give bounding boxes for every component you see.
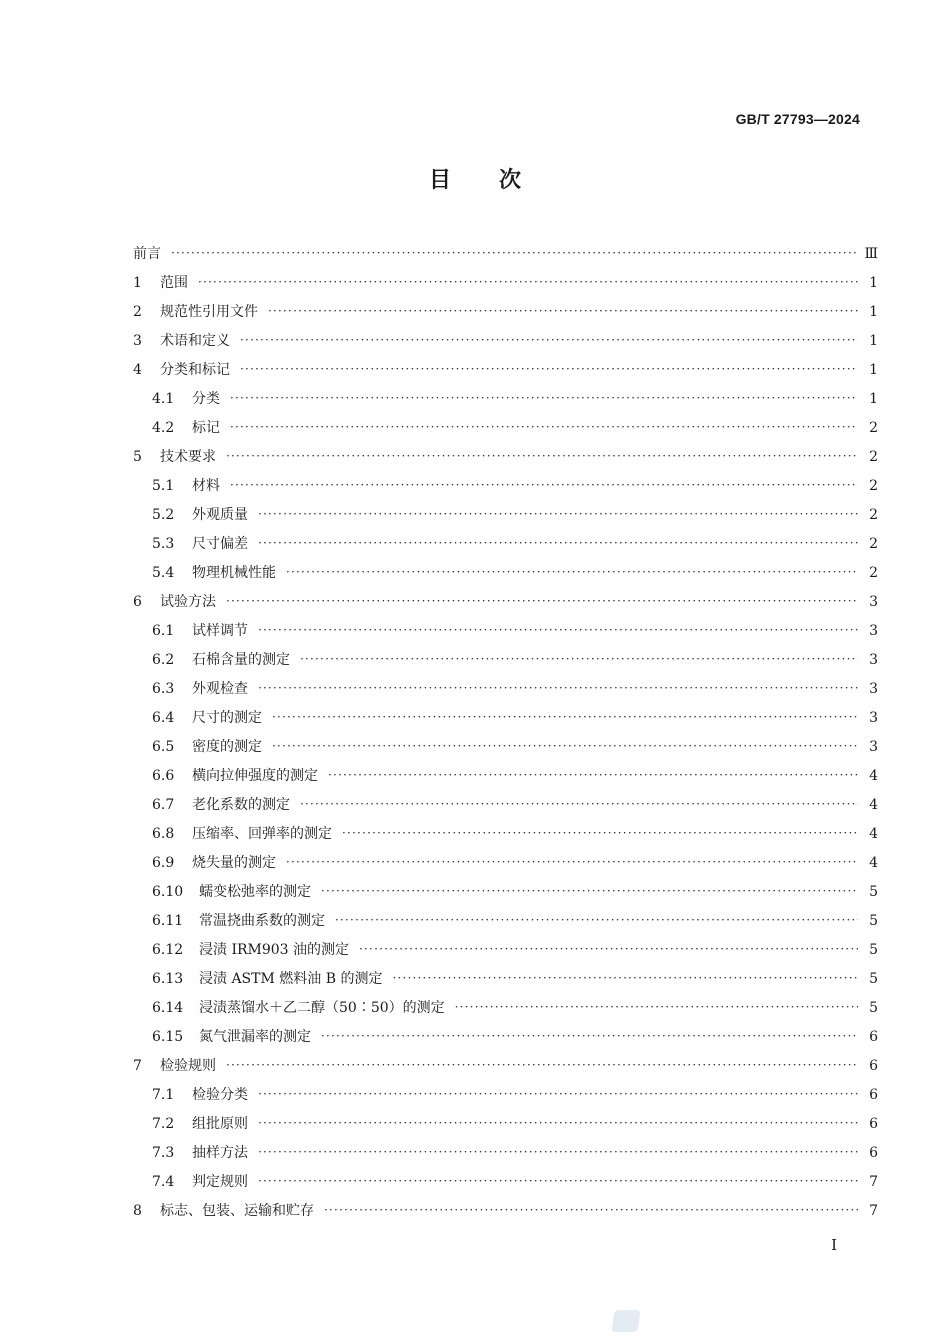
toc-entry-number: 6.3	[152, 681, 175, 697]
publisher-logo	[611, 1310, 640, 1332]
toc-entry-page: 2	[869, 536, 878, 552]
toc-entry[interactable]	[133, 791, 878, 820]
toc-leader-dots	[342, 819, 858, 848]
toc-entry[interactable]	[133, 1197, 878, 1226]
toc-entry-title: 试样调节	[192, 623, 248, 639]
toc-leader-dots	[171, 239, 856, 268]
toc-entry-page: 4	[869, 797, 878, 813]
toc-entry[interactable]	[133, 1139, 878, 1168]
toc-leader-dots	[226, 1051, 858, 1080]
toc-leader-dots	[321, 877, 858, 906]
toc-entry-page: 2	[869, 449, 878, 465]
toc-entry-number: 5.2	[152, 507, 175, 523]
toc-entry-page: 6	[869, 1145, 878, 1161]
toc-entry[interactable]	[133, 298, 878, 327]
toc-entry-title: 浸渍 IRM903 油的测定	[199, 942, 350, 958]
toc-entry-number: 5	[133, 449, 142, 465]
toc-entry-title: 压缩率、回弹率的测定	[192, 826, 332, 842]
toc-entry[interactable]	[133, 646, 878, 675]
toc-entry-title: 试验方法	[160, 594, 216, 610]
toc-entry-page: Ⅲ	[864, 246, 878, 262]
toc-entry-title: 物理机械性能	[192, 565, 276, 581]
toc-entry[interactable]	[133, 1052, 878, 1081]
toc-entry-number: 6.1	[152, 623, 175, 639]
toc-entry[interactable]	[133, 994, 878, 1023]
toc-entry-number: 7.2	[152, 1116, 175, 1132]
toc-entry-title: 尺寸的测定	[192, 710, 262, 726]
toc-entry-title: 检验规则	[160, 1058, 216, 1074]
toc-leader-dots	[258, 674, 858, 703]
toc-leader-dots	[268, 297, 858, 326]
toc-entry-number: 7.3	[152, 1145, 175, 1161]
toc-entry-title: 密度的测定	[192, 739, 262, 755]
toc-leader-dots	[230, 471, 858, 500]
toc-entry-page: 6	[869, 1116, 878, 1132]
toc-entry[interactable]	[133, 472, 878, 501]
toc-entry[interactable]	[133, 733, 878, 762]
toc-leader-dots	[240, 355, 858, 384]
toc-entry[interactable]	[133, 878, 878, 907]
toc-leader-dots	[392, 964, 858, 993]
toc-entry[interactable]	[133, 849, 878, 878]
toc-entry-title: 技术要求	[160, 449, 216, 465]
toc-entry-title: 常温挠曲系数的测定	[199, 913, 325, 929]
toc-leader-dots	[300, 645, 858, 674]
toc-entry-page: 2	[869, 507, 878, 523]
toc-leader-dots	[286, 848, 858, 877]
toc-entry[interactable]	[133, 617, 878, 646]
toc-entry-number: 4.1	[152, 391, 175, 407]
standard-number: GB/T 27793—2024	[735, 111, 860, 127]
toc-entry-title: 外观质量	[192, 507, 248, 523]
toc-entry-page: 1	[869, 333, 878, 349]
toc-entry[interactable]	[133, 530, 878, 559]
toc-entry-page: 6	[869, 1058, 878, 1074]
toc-entry-title: 标记	[192, 420, 220, 436]
toc-leader-dots	[258, 1167, 858, 1196]
toc-leader-dots	[198, 268, 858, 297]
toc-entry[interactable]	[133, 704, 878, 733]
toc-entry[interactable]	[133, 385, 878, 414]
toc-entry-number: 6.14	[152, 1000, 184, 1016]
toc-entry-number: 2	[133, 304, 142, 320]
toc-entry[interactable]	[133, 965, 878, 994]
toc-entry[interactable]	[133, 501, 878, 530]
toc-leader-dots	[455, 993, 858, 1022]
toc-entry-page: 2	[869, 565, 878, 581]
toc-entry-page: 3	[869, 652, 878, 668]
toc-entry[interactable]	[133, 414, 878, 443]
toc-entry[interactable]	[133, 1168, 878, 1197]
toc-leader-dots	[226, 587, 858, 616]
toc-entry-title: 横向拉伸强度的测定	[192, 768, 318, 784]
toc-leader-dots	[258, 529, 858, 558]
toc-entry-title: 抽样方法	[192, 1145, 248, 1161]
toc-leader-dots	[240, 326, 858, 355]
toc-entry[interactable]	[133, 443, 878, 472]
toc-entry[interactable]	[133, 559, 878, 588]
toc-entry-title: 外观检查	[192, 681, 248, 697]
toc-entry-title: 分类和标记	[160, 362, 230, 378]
table-of-contents	[133, 240, 878, 1226]
toc-entry-page: 3	[869, 710, 878, 726]
toc-entry[interactable]	[133, 327, 878, 356]
toc-entry-number: 6.7	[152, 797, 175, 813]
toc-entry-title: 尺寸偏差	[192, 536, 248, 552]
toc-leader-dots	[226, 442, 858, 471]
toc-entry-number: 6.12	[152, 942, 184, 958]
toc-entry-page: 5	[869, 913, 878, 929]
toc-entry-page: 6	[869, 1087, 878, 1103]
toc-entry-title: 标志、包装、运输和贮存	[160, 1203, 314, 1219]
toc-entry-page: 5	[869, 971, 878, 987]
toc-leader-dots	[272, 703, 858, 732]
toc-entry-title: 石棉含量的测定	[192, 652, 290, 668]
toc-entry-page: 1	[869, 275, 878, 291]
toc-entry-number: 6.13	[152, 971, 184, 987]
toc-entry-page: 3	[869, 623, 878, 639]
toc-leader-dots	[230, 413, 858, 442]
toc-entry-title: 浸渍蒸馏水＋乙二醇（50∶50）的测定	[199, 1000, 445, 1016]
toc-entry-title: 组批原则	[192, 1116, 248, 1132]
toc-entry-page: 3	[869, 594, 878, 610]
toc-entry-title: 检验分类	[192, 1087, 248, 1103]
toc-leader-dots	[258, 500, 858, 529]
toc-entry-page: 1	[869, 362, 878, 378]
toc-entry-title: 分类	[192, 391, 220, 407]
toc-entry-number: 7	[133, 1058, 142, 1074]
toc-entry-title: 材料	[192, 478, 220, 494]
toc-entry-page: 4	[869, 855, 878, 871]
toc-entry-number: 7.4	[152, 1174, 175, 1190]
toc-entry-page: 3	[869, 681, 878, 697]
toc-entry-title: 蠕变松弛率的测定	[199, 884, 311, 900]
toc-entry-number: 6.11	[152, 913, 184, 929]
toc-leader-dots	[286, 558, 858, 587]
toc-entry[interactable]	[133, 762, 878, 791]
toc-entry-number: 4.2	[152, 420, 175, 436]
toc-leader-dots	[272, 732, 858, 761]
toc-entry-number: 6.15	[152, 1029, 184, 1045]
toc-leader-dots	[258, 1080, 858, 1109]
toc-entry-title: 氮气泄漏率的测定	[199, 1029, 311, 1045]
toc-entry-title: 前言	[133, 246, 161, 262]
toc-entry-number: 3	[133, 333, 142, 349]
toc-entry-page: 5	[869, 1000, 878, 1016]
toc-entry-title: 范围	[160, 275, 188, 291]
toc-entry-page: 4	[869, 768, 878, 784]
toc-entry[interactable]	[133, 240, 878, 269]
toc-leader-dots	[321, 1022, 858, 1051]
toc-entry-number: 8	[133, 1203, 142, 1219]
toc-entry-number: 1	[133, 275, 142, 291]
toc-entry[interactable]	[133, 1110, 878, 1139]
toc-entry-page: 7	[869, 1174, 878, 1190]
toc-entry[interactable]	[133, 936, 878, 965]
toc-entry-number: 6.10	[152, 884, 184, 900]
toc-entry-page: 3	[869, 739, 878, 755]
toc-entry-number: 6.4	[152, 710, 175, 726]
toc-leader-dots	[359, 935, 858, 964]
toc-entry-number: 6.8	[152, 826, 175, 842]
toc-entry-page: 2	[869, 420, 878, 436]
toc-entry-page: 2	[869, 478, 878, 494]
toc-entry-number: 4	[133, 362, 142, 378]
toc-entry-page: 6	[869, 1029, 878, 1045]
toc-leader-dots	[300, 790, 858, 819]
toc-entry-page: 1	[869, 391, 878, 407]
toc-entry[interactable]	[133, 356, 878, 385]
toc-entry-title: 规范性引用文件	[160, 304, 258, 320]
toc-entry-title: 判定规则	[192, 1174, 248, 1190]
toc-entry-number: 5.4	[152, 565, 175, 581]
toc-entry-title: 老化系数的测定	[192, 797, 290, 813]
toc-leader-dots	[258, 1109, 858, 1138]
toc-entry[interactable]	[133, 907, 878, 936]
toc-entry-page: 7	[869, 1203, 878, 1219]
toc-entry-title: 烧失量的测定	[192, 855, 276, 871]
toc-entry-page: 5	[869, 942, 878, 958]
toc-entry-page: 5	[869, 884, 878, 900]
toc-entry-number: 6.5	[152, 739, 175, 755]
toc-entry[interactable]	[133, 1023, 878, 1052]
toc-entry[interactable]	[133, 1081, 878, 1110]
toc-entry-title: 浸渍 ASTM 燃料油 B 的测定	[199, 971, 383, 987]
toc-entry-number: 7.1	[152, 1087, 175, 1103]
toc-entry-number: 6.9	[152, 855, 175, 871]
toc-leader-dots	[230, 384, 858, 413]
toc-entry[interactable]	[133, 269, 878, 298]
page-number: Ⅰ	[831, 1236, 837, 1254]
toc-entry-title: 术语和定义	[160, 333, 230, 349]
toc-entry-number: 6.6	[152, 768, 175, 784]
toc-leader-dots	[258, 1138, 858, 1167]
toc-entry-number: 6	[133, 594, 142, 610]
toc-entry[interactable]	[133, 820, 878, 849]
toc-entry-page: 4	[869, 826, 878, 842]
toc-leader-dots	[324, 1196, 858, 1225]
toc-entry-number: 5.1	[152, 478, 175, 494]
toc-entry-number: 6.2	[152, 652, 175, 668]
toc-leader-dots	[258, 616, 858, 645]
page-title: 目次	[428, 168, 569, 193]
toc-leader-dots	[335, 906, 858, 935]
toc-leader-dots	[328, 761, 858, 790]
toc-entry[interactable]	[133, 675, 878, 704]
toc-entry-number: 5.3	[152, 536, 175, 552]
toc-entry[interactable]	[133, 588, 878, 617]
toc-entry-page: 1	[869, 304, 878, 320]
